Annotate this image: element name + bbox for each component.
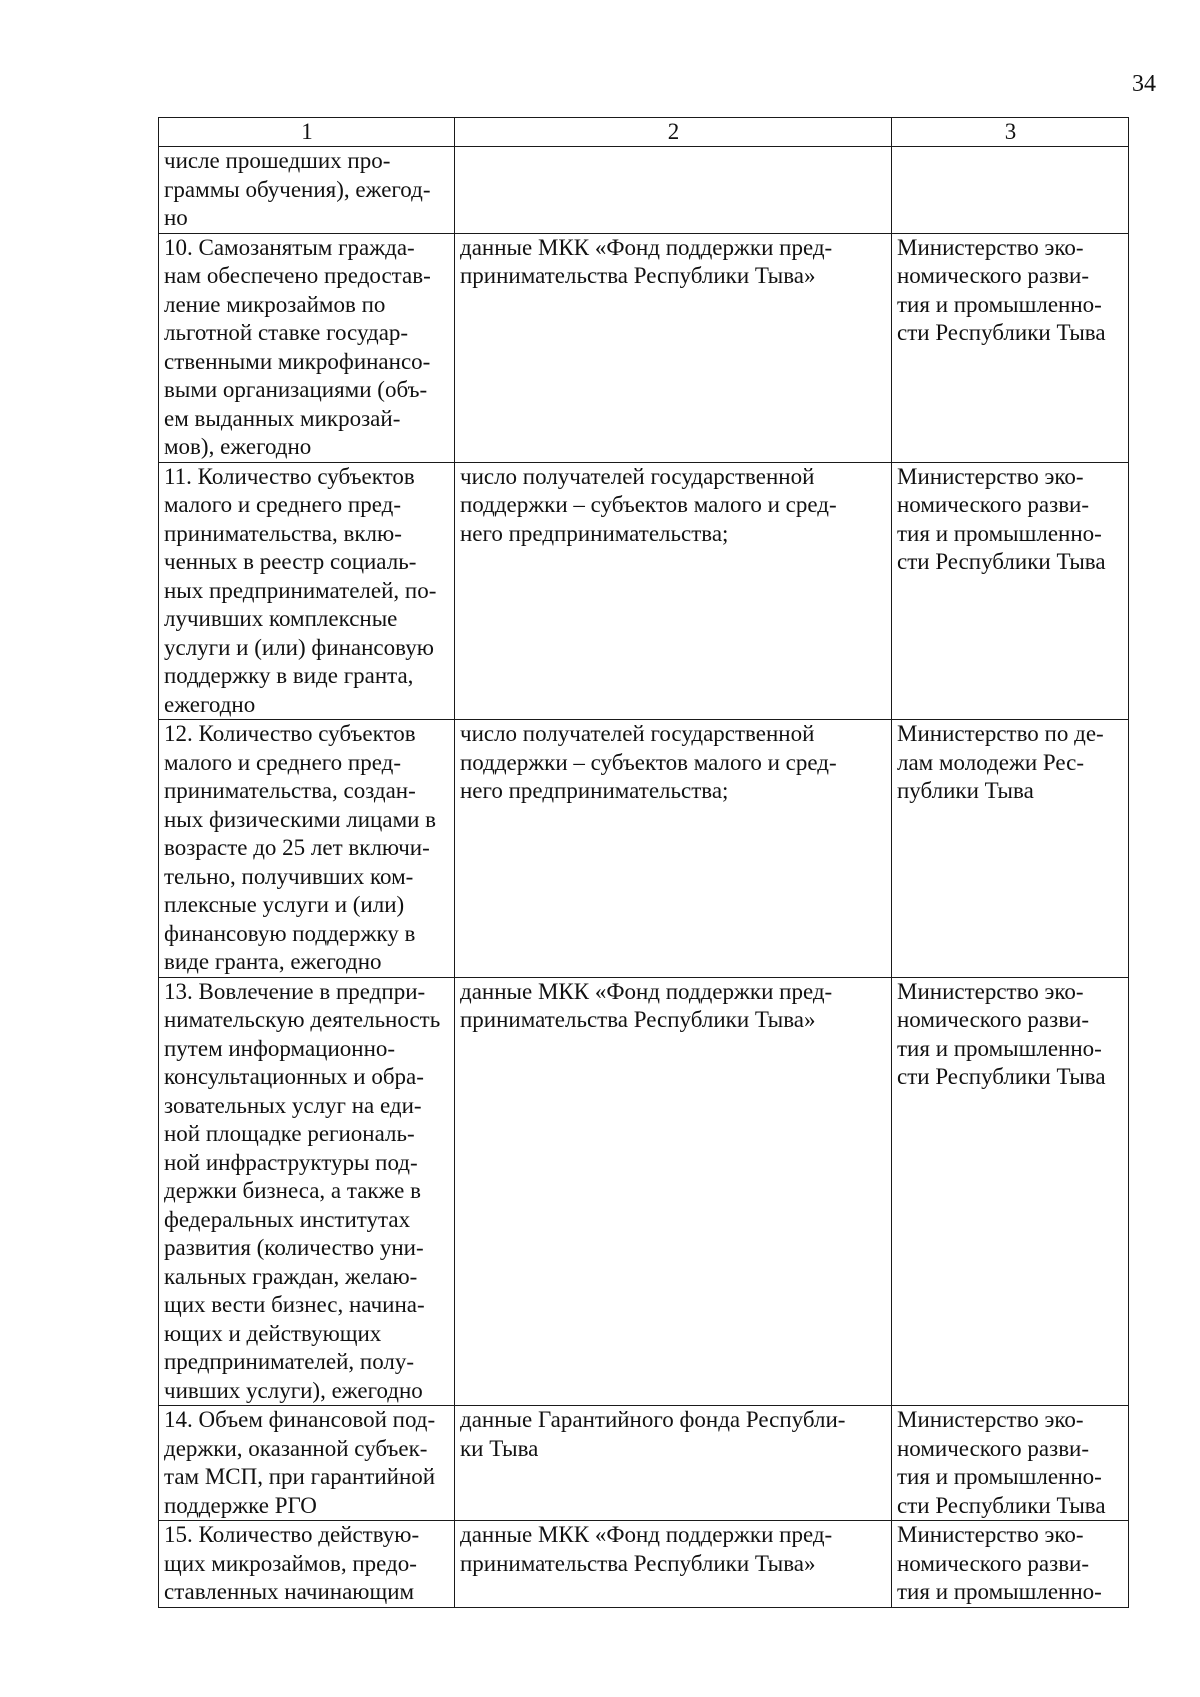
table-row <box>159 1406 1129 1521</box>
source-text: данные Гарантийного фонда Республи- ки Тыва <box>460 1407 846 1461</box>
responsible-text: Министерство эко- номического разви- тия и промышленно- сти Республики Тыва <box>897 463 1106 574</box>
table-row <box>159 977 1129 1406</box>
column-header-2: 2 <box>455 118 892 147</box>
source-cell <box>455 233 892 462</box>
source-cell <box>455 720 892 978</box>
indicator-cell <box>159 233 455 462</box>
indicator-cell <box>159 977 455 1406</box>
table-row <box>159 147 1129 234</box>
indicator-text: 14. Объем финансовой под- держки, оказанной субъек- там МСП, при гарантийной поддержке РГО <box>164 1407 436 1518</box>
source-cell <box>455 977 892 1406</box>
responsible-cell <box>892 977 1129 1406</box>
indicator-text: 15. Количество действую- щих микрозаймов, предо- ставленных начинающим <box>164 1522 420 1604</box>
table-row <box>159 233 1129 462</box>
indicator-text: 10. Самозанятым гражда- нам обеспечено предостав- ление микрозаймов по льготной ставке государ- ственными микрофинансо- выми организациями (объ- ем выданных микрозай- мов), ежегодно <box>164 234 431 459</box>
indicator-text: числе прошедших про- граммы обучения), ежегод- но <box>164 148 431 230</box>
responsible-cell <box>892 462 1129 720</box>
table-row <box>159 720 1129 978</box>
source-cell <box>455 147 892 234</box>
indicator-cell <box>159 462 455 720</box>
responsible-cell <box>892 720 1129 978</box>
indicators-table <box>158 117 1129 1608</box>
responsible-text: Министерство эко- номического разви- тия и промышленно- <box>897 1522 1102 1604</box>
indicator-cell <box>159 147 455 234</box>
responsible-cell <box>892 1521 1129 1608</box>
source-text: число получателей государственной поддержки – субъектов малого и сред- него предпринимательства; <box>460 463 837 546</box>
indicator-cell <box>159 1406 455 1521</box>
responsible-cell <box>892 1406 1129 1521</box>
responsible-text: Министерство эко- номического разви- тия и промышленно- сти Республики Тыва <box>897 1407 1106 1518</box>
responsible-cell <box>892 147 1129 234</box>
table-header-row <box>159 118 1129 147</box>
responsible-text: Министерство эко- номического разви- тия и промышленно- сти Республики Тыва <box>897 234 1106 345</box>
indicator-text: 13. Вовлечение в предпри- нимательскую деятельность путем информационно- консультационных и обра- зовательных услуг на еди- ной площадке региональ- ной инфраструктуры под- держки бизнеса, а также в федеральных институтах развития (количество уни- кальных граждан, желаю- щих вести бизнес, начина- ющих и действующих предпринимателей, полу- чивших услуги), ежегодно <box>164 978 441 1403</box>
source-text: данные МКК «Фонд поддержки пред- принимательства Республики Тыва» <box>460 978 833 1032</box>
source-text: данные МКК «Фонд поддержки пред- принимательства Республики Тыва» <box>460 234 833 288</box>
indicator-cell <box>159 720 455 978</box>
responsible-text: Министерство эко- номического разви- тия и промышленно- сти Республики Тыва <box>897 978 1106 1089</box>
column-header-1: 1 <box>159 118 455 147</box>
source-cell <box>455 462 892 720</box>
indicator-text: 12. Количество субъектов малого и среднего пред- принимательства, создан- ных физическими лицами в возрасте до 25 лет включи- тельно, получивших ком- плексные услуги и (или) финансовую поддержку в виде гранта, ежегодно <box>164 721 437 974</box>
column-header-3: 3 <box>892 118 1129 147</box>
table-row <box>159 1521 1129 1608</box>
responsible-text: Министерство по де- лам молодежи Рес- публики Тыва <box>897 721 1104 803</box>
source-cell <box>455 1521 892 1608</box>
table-row <box>159 462 1129 720</box>
source-text: данные МКК «Фонд поддержки пред- принимательства Республики Тыва» <box>460 1522 833 1576</box>
page-number: 34 <box>1132 71 1156 97</box>
source-text: число получателей государственной поддержки – субъектов малого и сред- него предпринимательства; <box>460 721 837 803</box>
responsible-cell <box>892 233 1129 462</box>
indicator-cell <box>159 1521 455 1608</box>
source-cell <box>455 1406 892 1521</box>
indicator-text: 11. Количество субъектов малого и среднего пред- принимательства, вклю- ченных в реестр социаль- ных предпринимателей, по- лучивших комплексные услуги и (или) финансовую поддержку в виде гранта, ежегодно <box>164 463 437 717</box>
